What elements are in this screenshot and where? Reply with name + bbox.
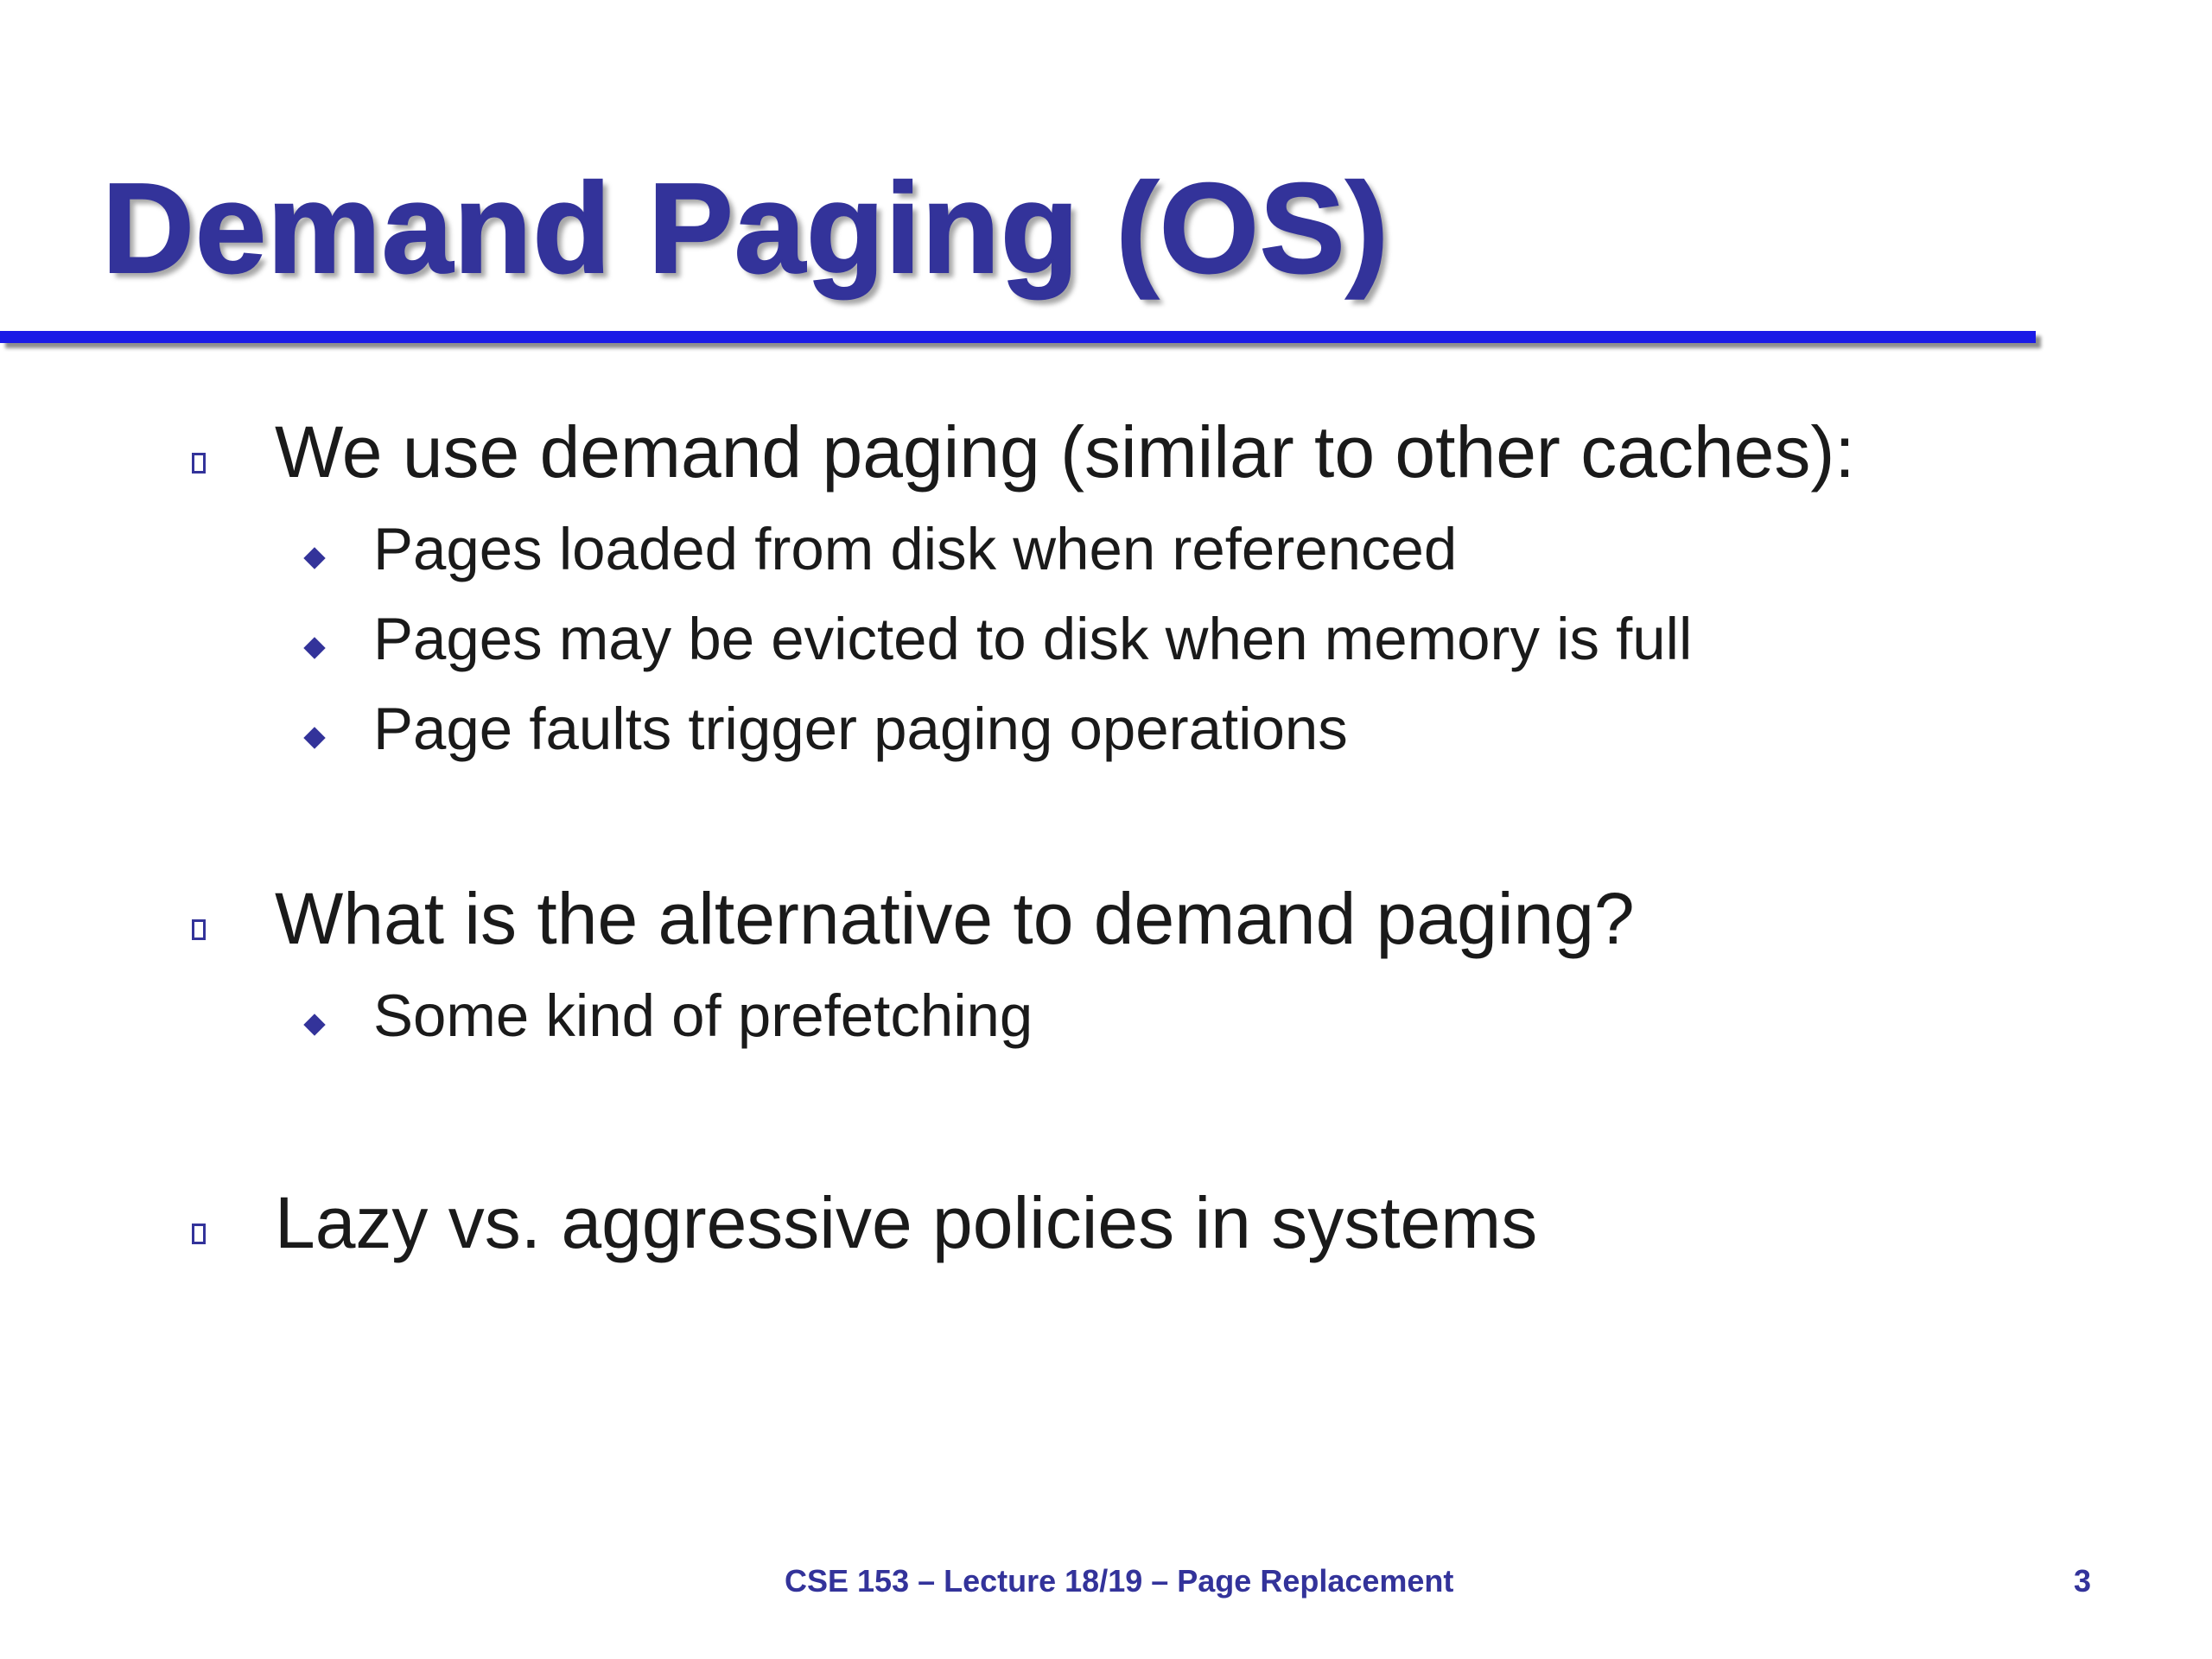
sub-bullet-text: Page faults trigger paging operations xyxy=(373,696,1348,762)
bullet-text: Lazy vs. aggressive policies in systems xyxy=(275,1182,1538,1263)
page-number: 3 xyxy=(2073,1563,2091,1599)
slide-title: Demand Paging (OS) xyxy=(102,157,1389,300)
bullet-text: We use demand paging (similar to other caches): xyxy=(275,411,1855,493)
diamond-icon xyxy=(303,637,325,658)
bullet-text: What is the alternative to demand paging? xyxy=(275,878,1635,959)
slide-footer: CSE 153 – Lecture 18/19 – Page Replacement xyxy=(785,1563,1454,1599)
sub-bullet-text: Some kind of prefetching xyxy=(373,982,1033,1049)
diamond-icon xyxy=(303,727,325,748)
hollow-square-icon xyxy=(192,919,206,940)
sub-bullet-text: Pages may be evicted to disk when memory is full xyxy=(373,606,1693,672)
diamond-icon xyxy=(303,547,325,569)
diamond-icon xyxy=(303,1014,325,1035)
hollow-square-icon xyxy=(192,453,206,474)
hollow-square-icon xyxy=(192,1224,206,1244)
sub-bullet-text: Pages loaded from disk when referenced xyxy=(373,516,1458,582)
